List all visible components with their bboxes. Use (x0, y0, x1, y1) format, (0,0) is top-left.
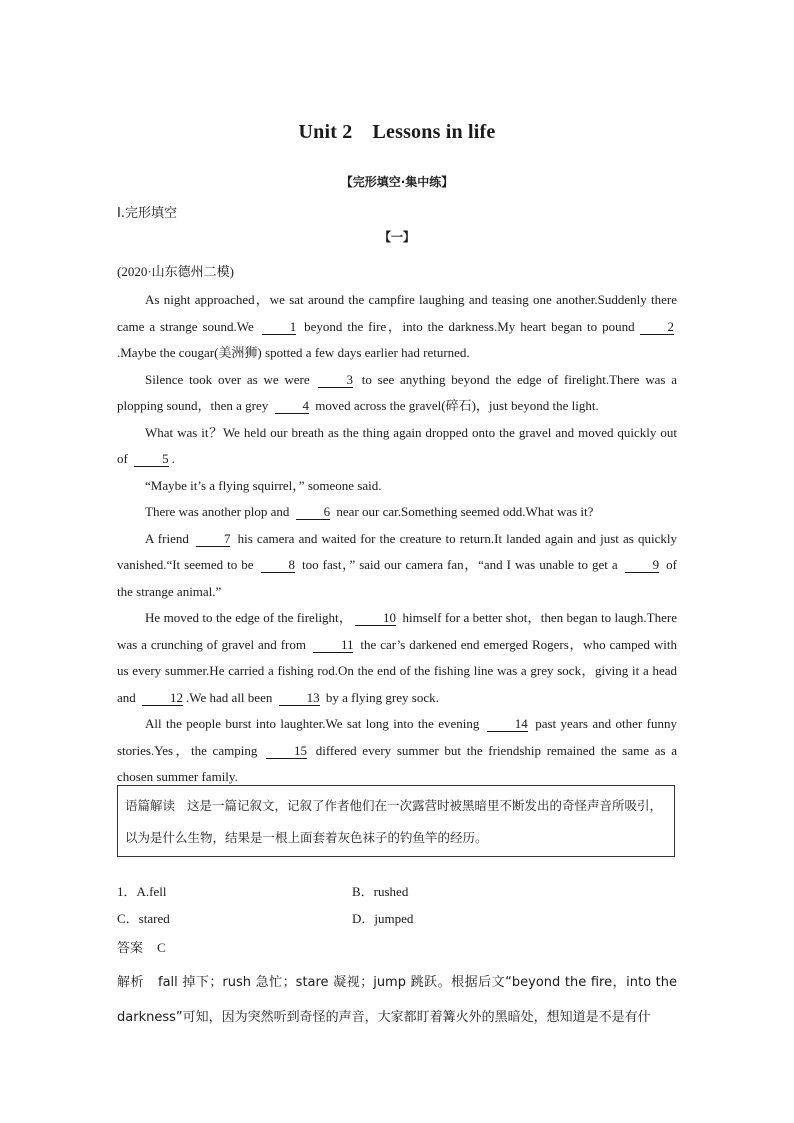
analysis-text (117, 965, 677, 1035)
blank-7: 7 (196, 531, 231, 547)
reading-interpretation-text: 这是一篇记叙文，记叙了作者他们在一次露营时被黑暗里不断发出的奇怪声音所吸引，以为是什么生物，结果是一根上面套着灰色袜子的钓鱼竿的经历。 (125, 798, 663, 845)
blank-15: 15 (266, 743, 307, 759)
blank-14: 14 (487, 716, 528, 732)
unit-number: Unit 2 (298, 121, 353, 143)
passage-source: (2020·山东德州二模) (117, 264, 234, 279)
unit-title (0, 121, 794, 144)
cloze-passage (117, 287, 677, 791)
answer-line (117, 937, 166, 956)
blank-4: 4 (275, 398, 310, 414)
answer-label: 答案 (117, 941, 144, 956)
blank-8: 8 (261, 557, 296, 573)
blank-1: 1 (262, 319, 297, 335)
option-c: C．stared (117, 911, 170, 926)
unit-name: Lessons in life (372, 121, 496, 143)
paragraph-7: He moved to the edge of the firelight， 10 himself for a better shot，then began to laugh.There was a crunching of gravel and from 11 the car’s darkened end emerged Rogers，who camped with us every summer.He carried a fishing rod.On the end of the fishing line was a grey sock，giving it a head and 12 .We had all been 13 by a flying grey sock. (117, 610, 677, 705)
answer-value: C (157, 940, 166, 955)
analysis-label: 解析 (117, 975, 145, 990)
blank-10: 10 (355, 610, 396, 626)
blank-5: 5 (134, 451, 169, 467)
blank-11: 11 (313, 637, 354, 653)
exercise-subtitle: 【完形填空·集中练】 (340, 175, 454, 189)
paragraph-3: What was it？We held our breath as the thing again dropped onto the gravel and moved quickly out of 5 . (117, 424, 677, 466)
reading-interpretation-label: 语篇解读 (125, 798, 176, 813)
option-a: 1．A.fell (117, 884, 167, 899)
reading-interpretation-box (117, 785, 675, 857)
section-heading: Ⅰ.完形填空 (117, 206, 177, 221)
analysis-body: fall 掉下；rush 急忙；stare 凝视；jump 跳跃。根据后文“beyond the fire，into the darkness”可知，因为突然听到奇怪的声音，大家都盯着篝火外的黑暗处，想知道是不是有什 (117, 975, 677, 1025)
blank-2: 2 (640, 319, 675, 335)
paragraph-6: A friend 7 his camera and waited for the creature to return.It landed again and just as quickly vanished.“It seemed to be 8 too fast，” said our camera fan，“and I was unable to get a 9 of the strange animal.” (117, 530, 677, 599)
blank-6: 6 (296, 504, 331, 520)
blank-3: 3 (318, 372, 353, 388)
option-b: B．rushed (352, 884, 409, 899)
question-1-options (117, 881, 677, 935)
paragraph-1: As night approached，we sat around the campfire laughing and teasing one another.Suddenly there came a strange sound.We 1 beyond the fire，into the darkness.My heart began to pound 2.Maybe the cougar(美洲狮) spotted a few days earlier had returned. (117, 292, 677, 360)
paragraph-8: All the people burst into laughter.We sat long into the evening 14 past years and other funny stories.Yes，the camping 15 differed every summer but the friendship remained the same as a chosen summer family. (117, 716, 677, 784)
blank-9: 9 (625, 557, 660, 573)
part-heading: 【一】 (378, 230, 415, 244)
blank-12: 12 (142, 690, 183, 706)
paragraph-2: Silence took over as we were 3 to see anything beyond the edge of firelight.There was a plopping sound，then a grey 4 moved across the gravel(碎石)，just beyond the light. (117, 371, 677, 413)
option-d: D．jumped (352, 911, 414, 926)
blank-13: 13 (279, 690, 320, 706)
paragraph-5: There was another plop and 6 near our car.Something seemed odd.What was it? (145, 504, 594, 519)
paragraph-4: “Maybe it’s a flying squirrel，” someone said. (145, 477, 382, 493)
